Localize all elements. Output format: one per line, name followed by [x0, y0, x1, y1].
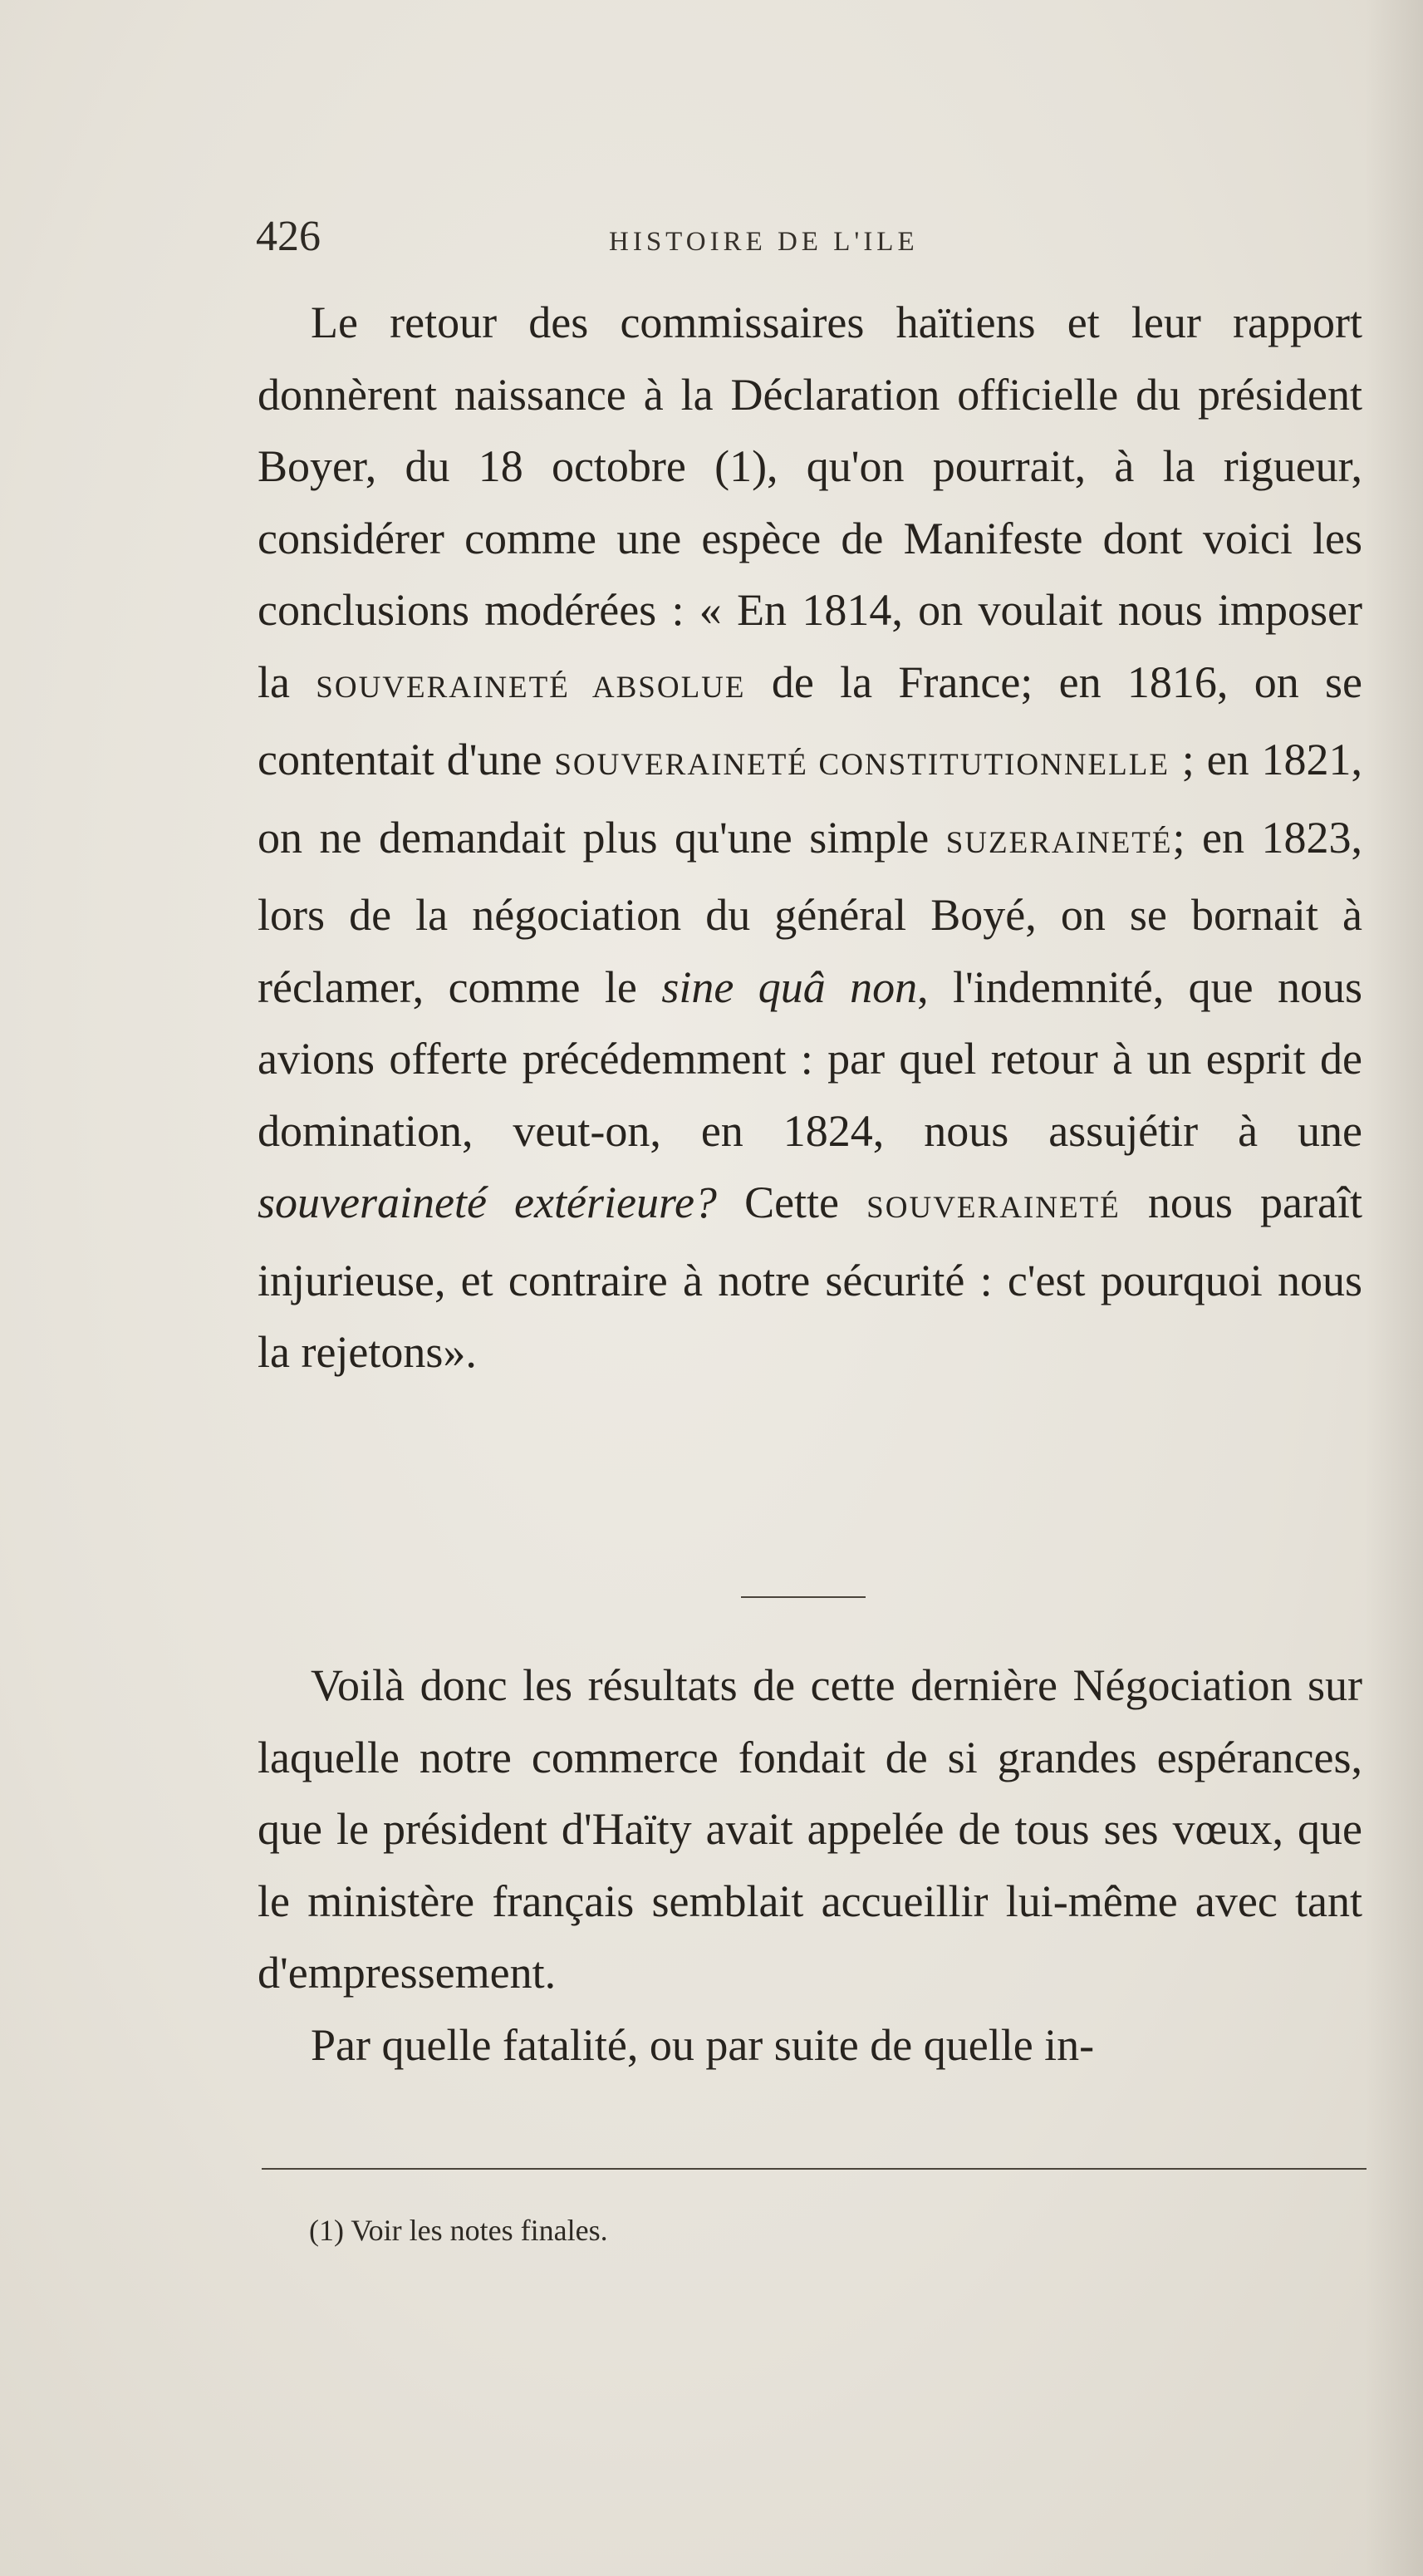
page-number: 426	[256, 213, 321, 260]
text-segment: ; en 1823, lors de la négociation du général Boyé, on se bornait à réclamer, comme le	[258, 812, 1362, 1012]
small-caps-term: SOUVERAINETÉ CONSTITUTIONNELLE	[554, 748, 1170, 782]
small-caps-term: SOUVERAINETÉ ABSOLUE	[316, 670, 746, 705]
footnote-rule	[262, 2168, 1367, 2170]
text-segment: de la France; en 1816, on se contentait d'une	[258, 656, 1362, 784]
paragraph-declaration	[258, 287, 1362, 1389]
text-segment: ; en 1821, on ne demandait plus qu'une simple	[258, 735, 1362, 863]
main-text-top	[258, 287, 1362, 1389]
running-title: HISTOIRE DE L'ILE	[609, 227, 919, 257]
small-caps-term: SUZERAINETÉ	[945, 825, 1173, 860]
text-segment: , l'indemnité, que nous avions offerte précédemment : par quel retour à un esprit de domination, veut-on, en 1824, nous assujétir à une	[258, 961, 1362, 1156]
small-caps-term: SOUVERAINETÉ	[866, 1191, 1121, 1225]
running-head	[256, 212, 1369, 270]
paragraph-fatality: Par quelle fatalité, ou par suite de quelle in-	[311, 2019, 1095, 2070]
footnote: (1) Voir les notes finales.	[309, 2214, 608, 2247]
text-segment: Cette	[716, 1177, 867, 1227]
section-divider	[741, 1596, 866, 1598]
text-segment: nous paraît injurieuse, et contraire à notre sécurité : c'est pourquoi nous la rejetons».	[258, 1177, 1362, 1377]
italic-term: souveraineté extérieure?	[258, 1177, 717, 1227]
main-text-bottom	[258, 1649, 1362, 2081]
text-segment: Le retour des commissaires haïtiens et leur rapport donnèrent naissance à la Déclaration officielle du président Boyer, du 18 octobre (1), qu'on pourrait, à la rigueur, considérer comme une espèce de Manifeste dont voici les conclusions modérées : « En 1814, on voulait nous imposer la	[258, 297, 1362, 707]
paragraph-results: Voilà donc les résultats de cette dernière Négociation sur laquelle notre commerce fondait de si grandes espérances, que le président d'Haïty avait appelée de tous ses vœux, que le ministère français semblait accueillir lui-même avec tant d'empressement.	[258, 1660, 1362, 1998]
italic-term: sine quâ non	[661, 961, 918, 1012]
